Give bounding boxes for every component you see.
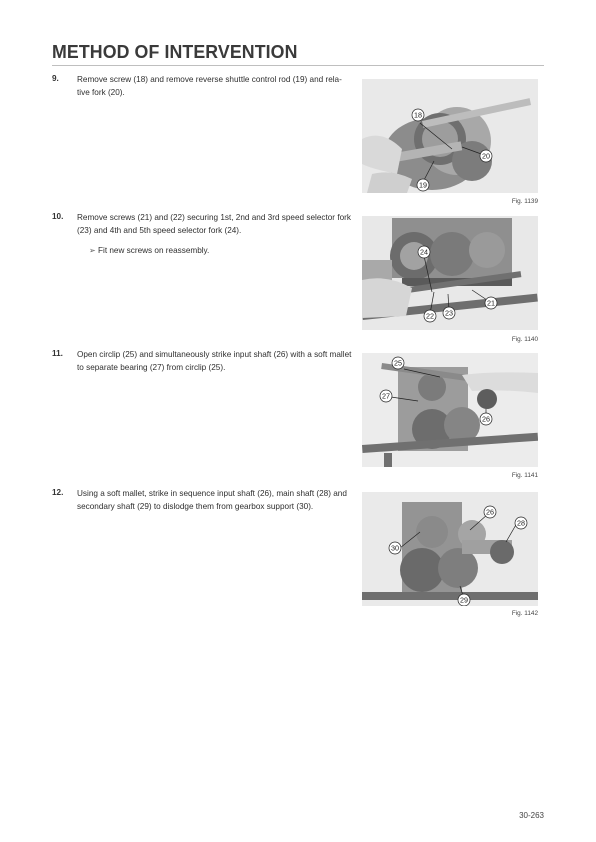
callout-18 xyxy=(412,109,424,121)
step-number: 11. xyxy=(52,349,63,358)
callout-29 xyxy=(458,594,470,606)
callout-26 xyxy=(480,413,492,425)
callout-label: 27 xyxy=(382,391,390,401)
callout-27 xyxy=(380,390,392,402)
instruction-line: (23) and 4th and 5th speed selector fork (24). xyxy=(77,225,242,235)
callout-21 xyxy=(485,297,497,309)
figure-caption: Fig. 1141 xyxy=(511,472,538,479)
instruction-line: Using a soft mallet, strike in sequence input shaft (26), main shaft (28) and xyxy=(77,489,347,498)
step-instruction xyxy=(77,74,360,99)
callout-19 xyxy=(417,179,429,191)
callout-label: 19 xyxy=(419,180,427,190)
page-number: 30-263 xyxy=(519,811,544,820)
callout-label: 23 xyxy=(445,308,453,318)
callout-20 xyxy=(480,150,492,162)
page-title: METHOD OF INTERVENTION xyxy=(52,41,298,62)
callout-label: 30 xyxy=(391,543,399,553)
figure-photo-1140 xyxy=(362,216,538,330)
callout-25 xyxy=(392,357,404,369)
note-text: Fit new screws on reassembly. xyxy=(98,246,210,255)
reassembly-note xyxy=(89,245,209,255)
figure-photo-1142 xyxy=(362,492,538,606)
callout-label: 18 xyxy=(414,110,422,120)
step-number: 9. xyxy=(52,74,59,83)
step-instruction xyxy=(77,212,360,237)
callout-label: 26 xyxy=(482,414,490,424)
title-divider xyxy=(52,65,544,66)
instruction-line: Remove screws (21) and (22) securing 1st, 2nd and 3rd speed selector fork xyxy=(77,213,351,222)
figure-caption: Fig. 1140 xyxy=(511,336,538,343)
step-number: 10. xyxy=(52,212,64,221)
figure-caption: Fig. 1139 xyxy=(511,198,538,205)
callout-label: 22 xyxy=(426,311,434,321)
instruction-line: secondary shaft (29) to dislodge them from gearbox support (30). xyxy=(77,501,314,511)
callout-label: 20 xyxy=(482,151,490,161)
instruction-line: tive fork (20). xyxy=(77,87,125,97)
instruction-line: Remove screw (18) and remove reverse shuttle control rod (19) and rela- xyxy=(77,75,342,84)
callout-label: 28 xyxy=(517,518,525,528)
callout-23 xyxy=(443,307,455,319)
figure-photo-1139 xyxy=(362,79,538,193)
callout-label: 24 xyxy=(420,247,428,257)
arrow-bullet-icon: ➢ xyxy=(89,246,96,255)
step-instruction xyxy=(77,349,360,374)
callout-label: 21 xyxy=(487,298,495,308)
callout-24 xyxy=(418,246,430,258)
callout-label: 25 xyxy=(394,358,402,368)
figure-caption: Fig. 1142 xyxy=(511,610,538,617)
instruction-line: to separate bearing (27) from circlip (25). xyxy=(77,362,226,372)
step-instruction xyxy=(77,488,360,513)
figure-photo-1141 xyxy=(362,353,538,467)
callout-22 xyxy=(424,310,436,322)
callout-30 xyxy=(389,542,401,554)
instruction-line: Open circlip (25) and simultaneously strike input shaft (26) with a soft mallet xyxy=(77,350,352,359)
callout-label: 26 xyxy=(486,507,494,517)
step-number: 12. xyxy=(52,488,64,497)
callout-26 xyxy=(484,506,496,518)
callout-28 xyxy=(515,517,527,529)
callout-label: 29 xyxy=(460,595,468,605)
